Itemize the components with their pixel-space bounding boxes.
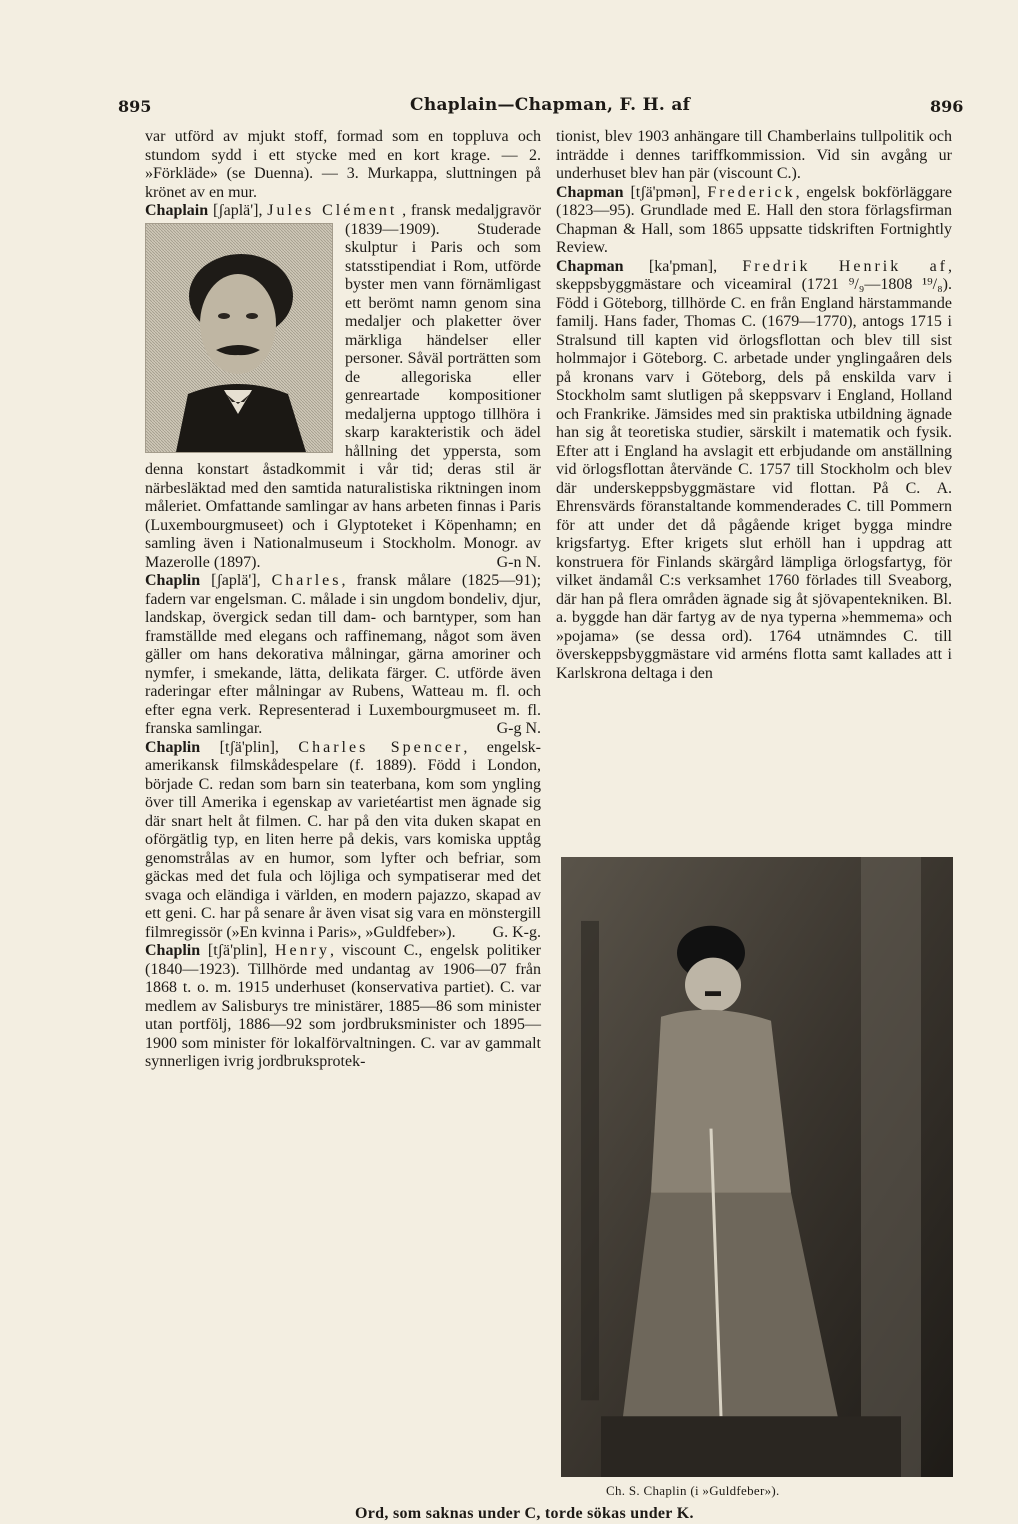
entry-chaplain-jules — [145, 202, 541, 572]
entry-chapman-frederick — [556, 184, 952, 258]
entry-body: , engelsk bokförläggare (1823—95). Grundlade med E. Hall den stora förlagsfirman Chapman & Hall, som 1865 uppsatte tidskriften Fortnightly Review. — [556, 183, 952, 256]
entry-names: Jules Clément — [267, 202, 398, 219]
entry-continuation: tionist, blev 1903 anhängare till Chamberlains tullpolitik och inträdde i dennes tariffkommission. Vid sin avgång ur underhuset blev han pär (viscount C.). — [556, 128, 952, 182]
portrait-engraving — [145, 223, 333, 453]
pronunciation: [tʃä'plin], — [200, 738, 299, 756]
page-number-left: 895 — [118, 97, 152, 116]
headword: Chaplin — [145, 572, 201, 589]
headword: Chaplin — [145, 942, 201, 959]
headword: Chapman — [556, 183, 624, 201]
headword: Chaplain — [145, 202, 209, 219]
entry-names: Henry — [274, 942, 330, 959]
entry-names: Fredrik Henrik af — [742, 257, 948, 275]
entry-body: , skeppsbyggmästare och viceamiral (1721 ⁹/₉—1808 ¹⁹/₈). Född i Göteborg, tillhörde C. en från England härstammande familj. Hans fader, Thomas C. (1679—1770), antogs 1715 i Stralsund till kapten vid örlogsflottan och blev till sist holmmajor i Göteborg. C. arbetade under ynglingaåren dels på kronans varv i Göteborg, dels på enskilda varv i Stockholm samt slutligen på skeppsvarv i England, Holland och Frankrike. Jämsides med sin praktiska utbildning ägnade han sig åt teoretiska studier, särskilt i matematik och fysik. Efter att i England ha avslagit ett erbjudande om anställning vid örlogsflottan återvände C. 1757 till Stockholm och blev där underskeppsbyggmästare vid flottan. På C. A. Ehrensvärds föranstaltande kommenderades C. till Pommern för att under det då pågående kriget bygga mindre krigsfartyg. Efter krigets slut erhöll han i uppdrag att konstruera för Finlands skärgård lämpliga örlogsfartyg, för vilket ändamål C:s verksamhet 1760 förlades till Sveaborg, där han på flera områden ägnade sig åt sjövapentekniken. Bl. a. byggde han där fartyg av de nya typerna »hemmema» och »pojama» (se dessa ord). 1764 utnämndes C. till överskeppsbyggmästare vid arméns flotta samt kallades att i Karlskrona deltaga i den — [556, 257, 952, 682]
entry-chaplin-spencer — [145, 739, 541, 943]
pronunciation: [tʃä'pmən], — [623, 183, 708, 201]
entry-body: , engelsk-amerikansk filmskådespelare (f. 1889). Född i London, började C. redan som barn sin teaterbana, kom som yngling över till Amerika i egenskap av varietéartist men ägnade sig där snart helt åt filmen. C. har på den vita duken skapat en oförgätlig typ, en liten herre på dekis, vars komiska upptåg genomstrålas av en humor, som lyfter och befriar, som gäckas med det fula och löjliga och sympatiserar med det svaga och eländiga i världen, en modern pajazzo, skapad av ett geni. C. har på senare år även visat sig vara en mönstergill filmregissör (»En kvinna i Paris», »Guldfeber»). — [145, 738, 541, 941]
entry-body: , fransk medaljgravör (1839—1909). Studerade skulptur i Paris och som statsstipendiat i Rom, utförde byster men vann förnämligast ett berömt namn genom sina medaljer och plaketter över märkliga händelser eller personer. Såväl porträtten som de allegoriska eller genreartade kompositioner medaljerna upptogo tillhöra i skarp karakteristik och ädel hållning det yppersta, som denna konstart åstadkommit i vår tid; deras stil är närbesläktad med den samtida naturalistiska riktningen inom måleriet. Omfattande samlingar av hans arbeten finnas i Paris (Luxembourgmuseet) och i Glyptoteket i Köpenhamn; en samling även i Nationalmuseum i Stockholm. Monogr. av Mazerolle (1897). — [145, 202, 542, 571]
signature: G. K-g. — [492, 923, 541, 941]
page-number-right: 896 — [930, 97, 964, 116]
photo-caption: Ch. S. Chaplin (i »Guldfeber»). — [606, 1483, 780, 1498]
entry-body: , fransk målare (1825—91); fadern var engelsman. C. målade i sin ungdom bondeliv, djur, landskap, övergick sedan till dam- och barntyper, som han framställde med elegans och raffinemang, något som även gäller om hans dekorativa målningar, gärna amoriner och nymfer, i smekande, lätta, delikata färger. C. utförde även raderingar efter målningar av Rubens, Watteau m. fl. och efter egna verk. Representerad i Luxembourgmuseet m. fl. franska samlingar. — [145, 572, 542, 737]
right-column — [556, 128, 952, 683]
pronunciation: [ʃaplä'], — [200, 572, 272, 589]
chaplin-photograph — [561, 857, 953, 1477]
pronunciation: [tʃä'plin], — [200, 942, 275, 959]
headword: Chaplin — [145, 738, 201, 756]
pronunciation: [ʃaplä'], — [208, 202, 268, 219]
running-head: Chaplain—Chapman, F. H. af — [410, 95, 691, 115]
pronunciation: [ka'pman], — [623, 257, 743, 275]
signature: G-n N. — [496, 553, 541, 571]
left-column — [145, 128, 541, 1072]
entry-names: Charles Spencer — [298, 738, 464, 756]
signature: G-g N. — [496, 720, 541, 737]
footer-note: Ord, som saknas under C, torde sökas under K. — [355, 1505, 694, 1522]
entry-chapman-fredrik — [556, 258, 952, 684]
entry-chaplin-henry — [145, 942, 541, 1072]
entry-names: Frederick — [707, 183, 796, 201]
entry-continuation: var utförd av mjukt stoff, formad som en toppluva och stundom sydd i ett stycke med en kort krage. — 2. »Förkläde» (se Duenna). — 3. Murkappa, sluttningen på krönet av en mur. — [145, 128, 541, 201]
entry-chaplin-charles — [145, 572, 541, 739]
entry-body: , viscount C., engelsk politiker (1840—1923). Tillhörde med undantag av 1906—07 från 1868 t. o. m. 1915 underhuset (konservativa partiet). C. var medlem av Salisburys tre ministärer, 1885—86 som minister utan portfölj, 1886—92 som jordbruksminister och 1895—1900 som minister för lokalförvaltningen. C. var av gammalt synnerligen ivrig jordbruksprotek- — [145, 942, 541, 1070]
entry-names: Charles — [271, 572, 342, 589]
headword: Chapman — [556, 257, 624, 275]
